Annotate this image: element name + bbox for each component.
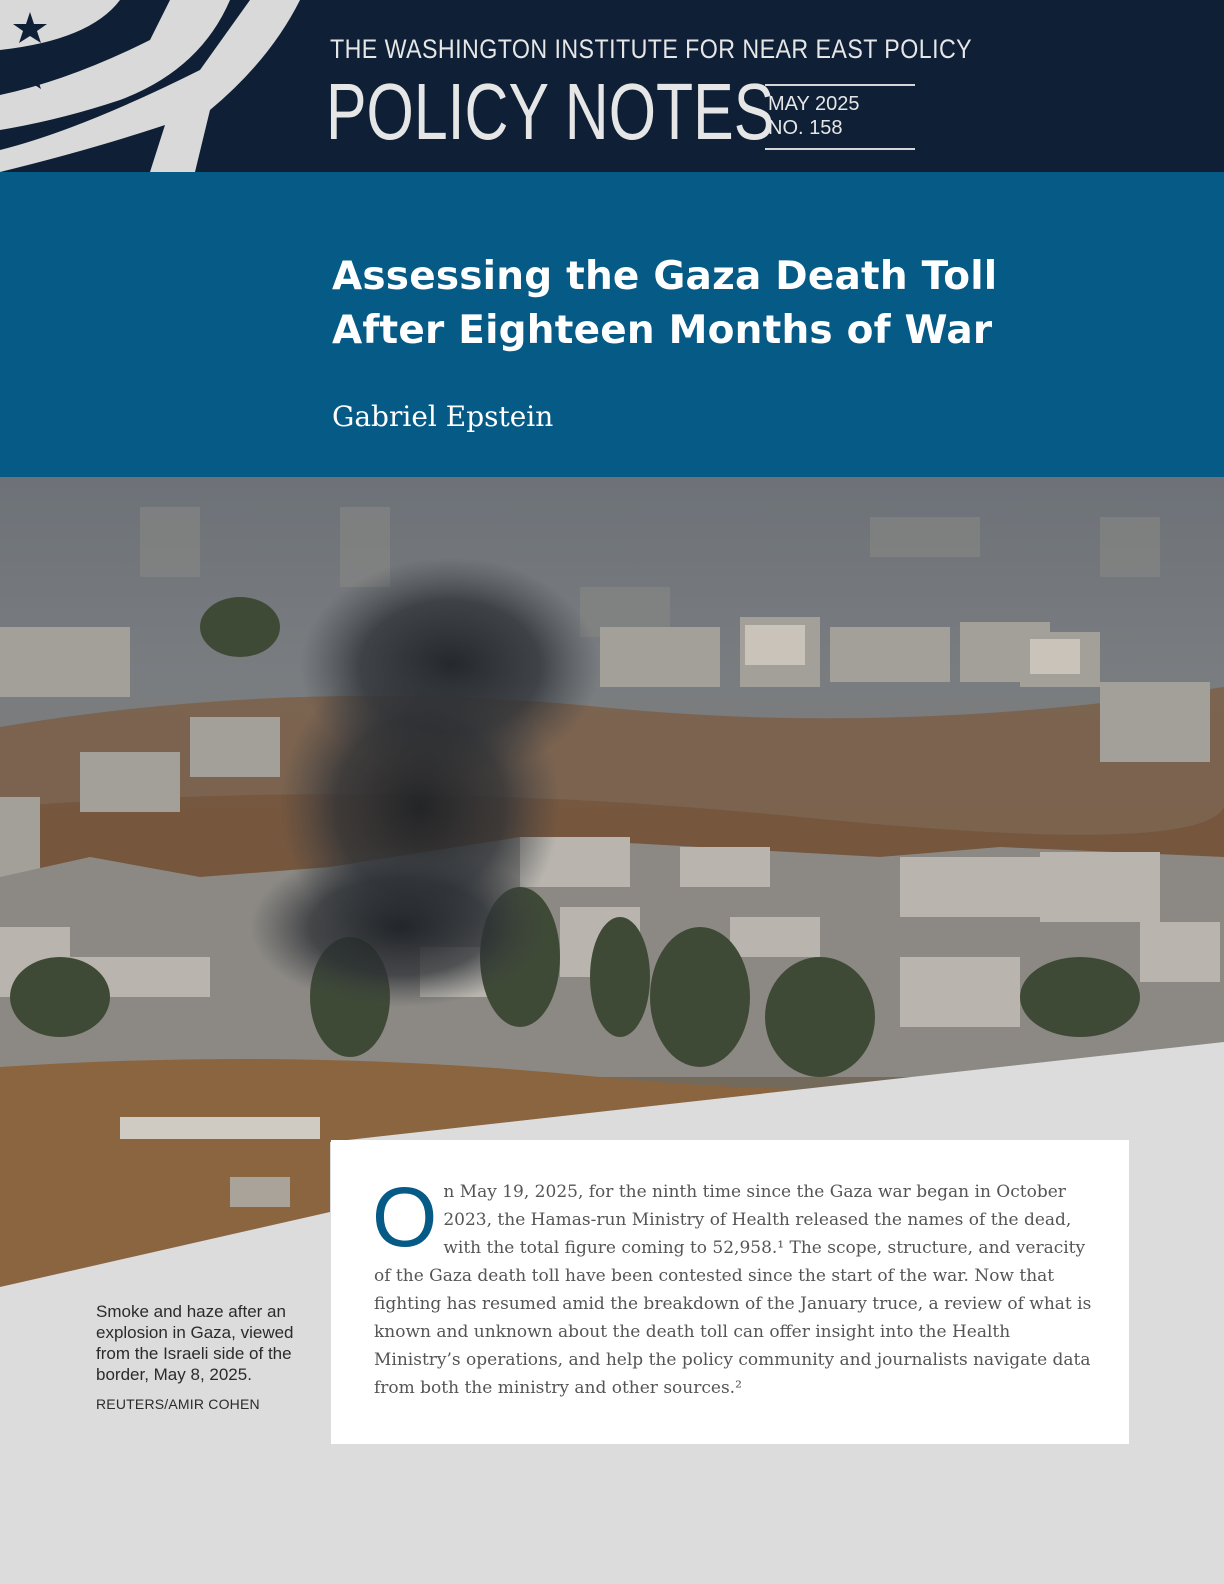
- issue-number: NO. 158: [768, 117, 843, 139]
- article-title: [332, 250, 1092, 358]
- intro-paragraph: [372, 1170, 1098, 1402]
- institute-flag-logo-icon: [0, 0, 300, 172]
- series-title: POLICY NOTES: [326, 67, 775, 156]
- issue-date: MAY 2025: [768, 93, 860, 115]
- drop-cap: O: [372, 1170, 438, 1264]
- masthead: [0, 0, 1224, 172]
- photo-caption: Smoke and haze after an explosion in Gaza, viewed from the Israeli side of the border, May 8, 2025.: [96, 1302, 294, 1384]
- title-line-2: After Eighteen Months of War: [332, 308, 993, 353]
- author-name: Gabriel Epstein: [332, 400, 554, 433]
- institute-name: THE WASHINGTON INSTITUTE FOR NEAR EAST POLICY: [330, 34, 973, 64]
- intro-box: [331, 1140, 1129, 1444]
- issue-info: [765, 84, 915, 150]
- title-line-1: Assessing the Gaza Death Toll: [332, 254, 998, 299]
- photo-credit: REUTERS/AMIR COHEN: [96, 1396, 260, 1412]
- intro-text: n May 19, 2025, for the ninth time since the Gaza war began in October 2023, the Hamas-run Ministry of Health released the names of the dead, with the total figure coming to 52,958.¹ The scope, structure, and veracity of the Gaza death toll have been contested since the start of the war. Now that fighting has resumed amid the breakdown of the January truce, a review of what is known and unknown about the death toll can offer insight into the Health Ministry’s operations, and help the policy community and journalists navigate data from both the ministry and other sources.²: [374, 1182, 1092, 1398]
